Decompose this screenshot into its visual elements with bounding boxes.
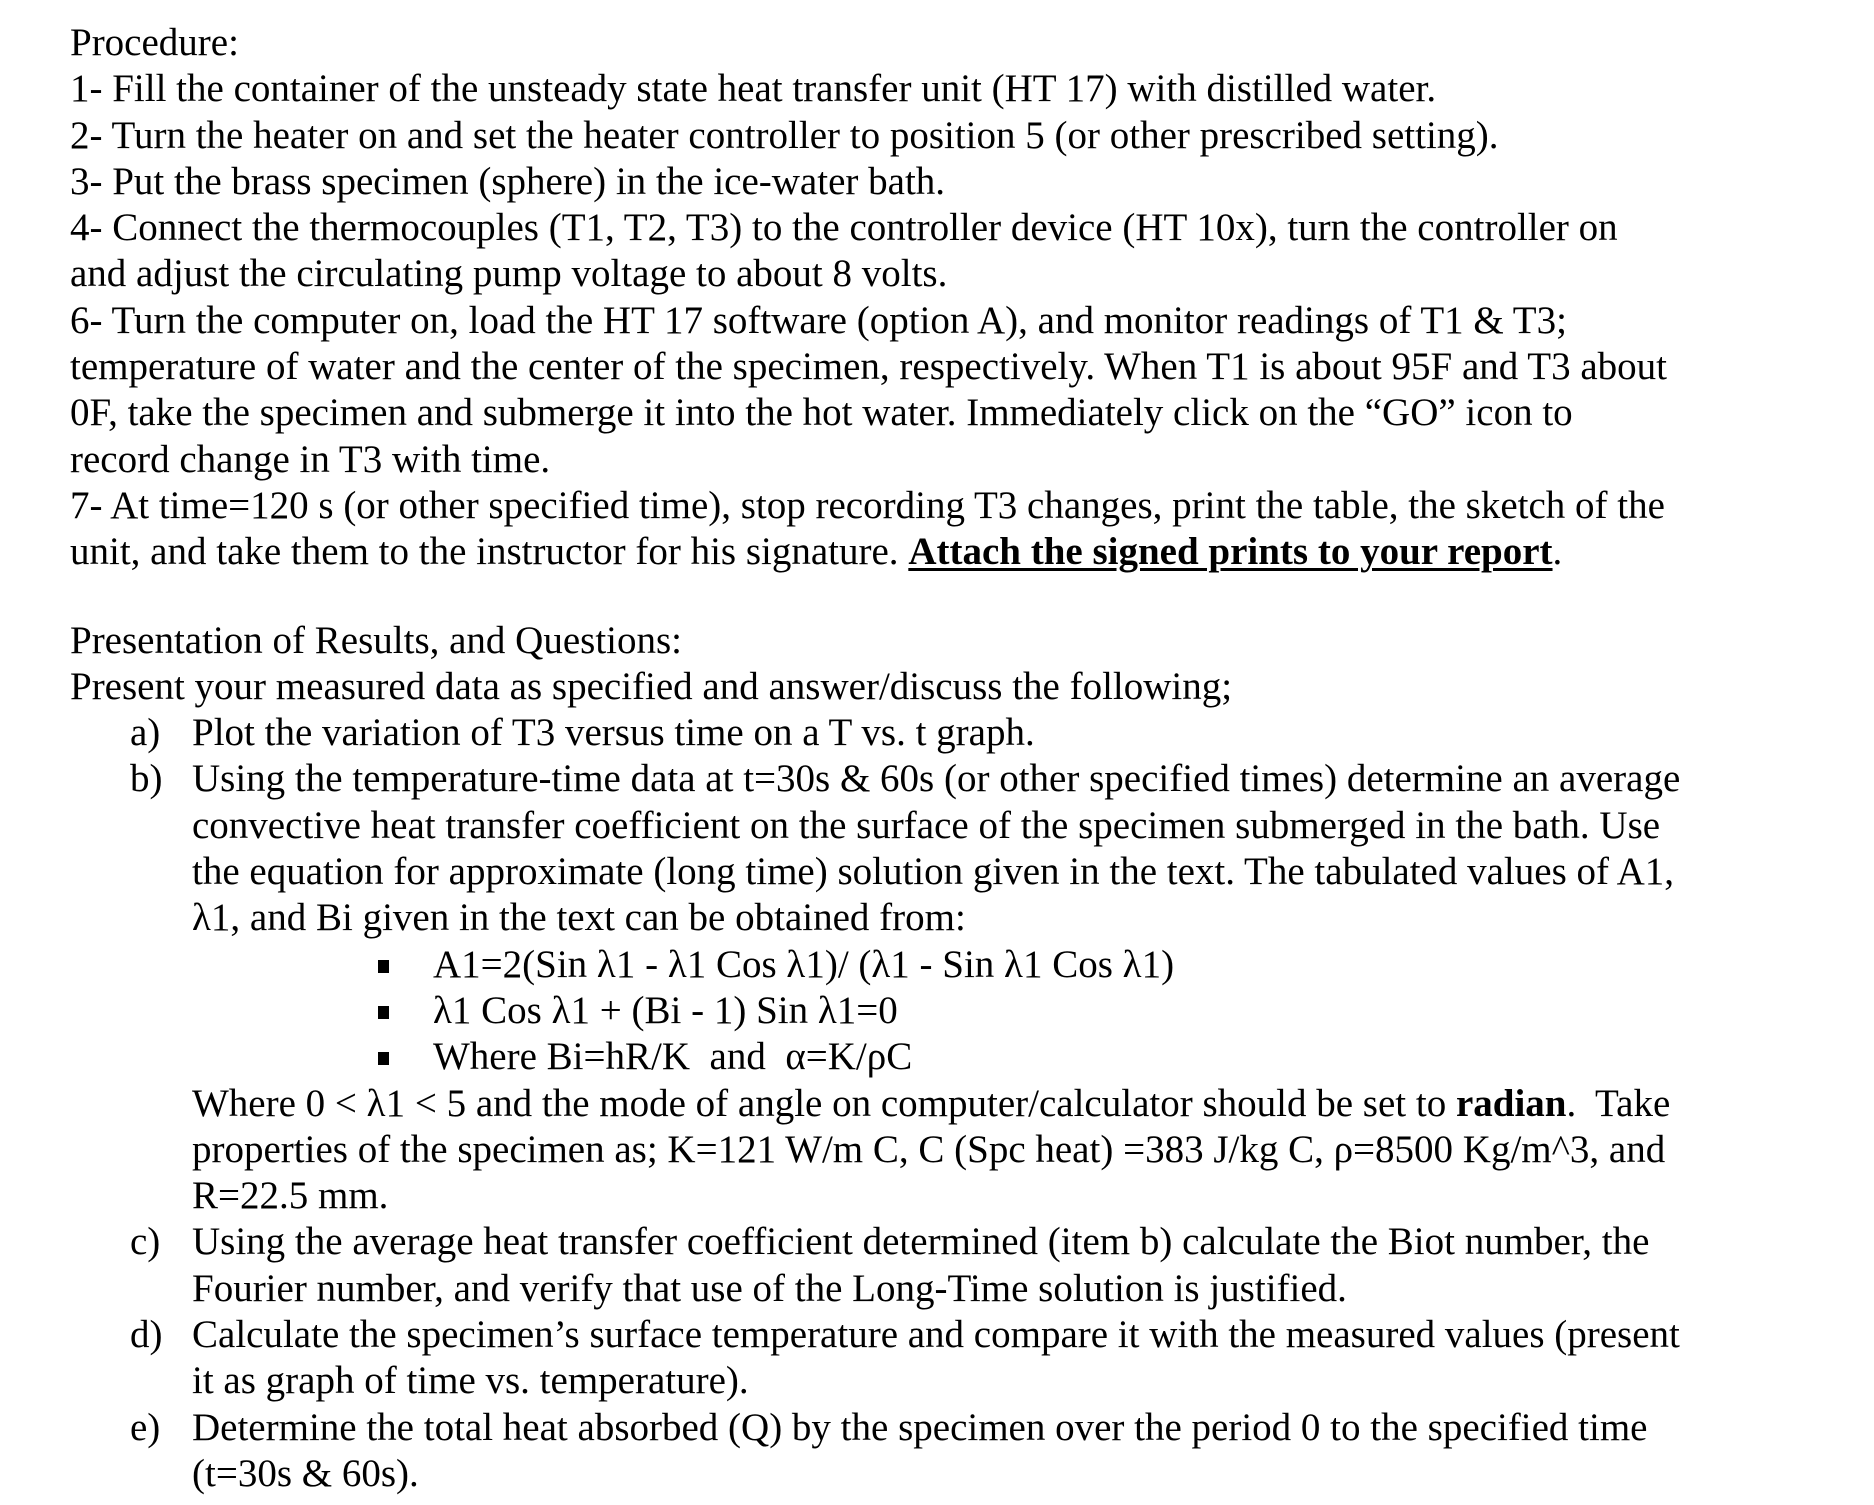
question-d (70, 1312, 1860, 1358)
procedure-step-4: 4- Connect the thermocouples (T1, T2, T3) to the controller device (HT 10x), turn the controller on (70, 206, 1618, 250)
question-c-text-1: Using the average heat transfer coefficient determined (item b) calculate the Biot number, the (192, 1220, 1650, 1264)
note-text-post: . Take (1566, 1081, 1671, 1125)
question-c-marker: c) (130, 1220, 161, 1264)
procedure-step-2: 2- Turn the heater on and set the heater controller to position 5 (or other prescribed setting). (70, 113, 1499, 157)
formula-biot: Where Bi=hR/K and α=K/ρC (433, 1035, 913, 1079)
question-a-marker: a) (130, 711, 161, 755)
procedure-step-7-text: unit, and take them to the instructor for his signature. (70, 530, 909, 574)
results-heading: Presentation of Results, and Questions: (70, 618, 683, 662)
procedure-step-6: 6- Turn the computer on, load the HT 17 software (option A), and monitor readings of T1 & T3; (70, 298, 1567, 342)
question-b (70, 756, 1860, 802)
procedure-step-3: 3- Put the brass specimen (sphere) in the ice-water bath. (70, 159, 946, 203)
results-intro: Present your measured data as specified and answer/discuss the following; (70, 664, 1233, 708)
document-page (70, 20, 1860, 1497)
question-e (70, 1405, 1860, 1451)
procedure-step-1: 1- Fill the container of the unsteady state heat transfer unit (HT 17) with distilled water. (70, 67, 1437, 111)
question-e-text-2: (t=30s & 60s). (192, 1451, 419, 1495)
question-d-text-1: Calculate the specimen’s surface temperature and compare it with the measured values (present (192, 1313, 1680, 1357)
question-b-note-3: R=22.5 mm. (192, 1174, 389, 1218)
procedure-step-7-cont (70, 529, 1860, 575)
question-c (70, 1219, 1860, 1265)
radian-emphasis: radian (1455, 1081, 1567, 1125)
question-b-note-2: properties of the specimen as; K=121 W/m C, C (Spc heat) =383 J/kg C, ρ=8500 Kg/m^3, and (192, 1127, 1666, 1171)
question-b-marker: b) (130, 757, 163, 801)
formula-bullet-2 (70, 988, 1860, 1034)
square-bullet-icon (378, 1006, 389, 1019)
question-c-text-2: Fourier number, and verify that use of the Long-Time solution is justified. (192, 1266, 1347, 1310)
question-e-marker: e) (130, 1405, 161, 1449)
formula-eigen: λ1 Cos λ1 + (Bi - 1) Sin λ1=0 (433, 988, 898, 1032)
square-bullet-icon (378, 1052, 389, 1065)
procedure-step-6-cont-3: record change in T3 with time. (70, 437, 551, 481)
question-e-text-1: Determine the total heat absorbed (Q) by the specimen over the period 0 to the specified time (192, 1405, 1648, 1449)
attach-prints-emphasis: Attach the signed prints to your report (908, 530, 1553, 574)
procedure-step-6-cont-1: temperature of water and the center of the specimen, respectively. When T1 is about 95F and T3 about (70, 345, 1668, 389)
question-a-text: Plot the variation of T3 versus time on a T vs. t graph. (192, 711, 1035, 755)
question-b-text-1: Using the temperature-time data at t=30s & 60s (or other specified times) determine an average (192, 757, 1681, 801)
procedure-heading: Procedure: (70, 21, 239, 64)
question-b-text-3: the equation for approximate (long time) solution given in the text. The tabulated values of A1, (192, 850, 1674, 894)
question-d-marker: d) (130, 1313, 163, 1357)
formula-a1: A1=2(Sin λ1 - λ1 Cos λ1)/ (λ1 - Sin λ1 Cos λ1) (433, 942, 1175, 986)
procedure-step-7: 7- At time=120 s (or other specified time), stop recording T3 changes, print the table, the sketch of the (70, 483, 1665, 527)
procedure-step-7-period: . (1552, 530, 1563, 574)
procedure-step-4-cont: and adjust the circulating pump voltage to about 8 volts. (70, 252, 948, 296)
question-b-text-2: convective heat transfer coefficient on the surface of the specimen submerged in the bath. Use (192, 803, 1661, 847)
question-a (70, 710, 1860, 756)
question-d-text-2: it as graph of time vs. temperature). (192, 1359, 749, 1403)
section-gap (70, 576, 1860, 618)
question-b-text-4: λ1, and Bi given in the text can be obtained from: (192, 896, 966, 940)
formula-bullet-3 (70, 1034, 1860, 1080)
question-b-note-1 (70, 1081, 1860, 1127)
procedure-step-6-cont-2: 0F, take the specimen and submerge it into the hot water. Immediately click on the “GO” icon to (70, 391, 1573, 435)
formula-bullet-1 (70, 942, 1860, 988)
square-bullet-icon (378, 960, 389, 973)
note-text-pre: Where 0 < λ1 < 5 and the mode of angle on computer/calculator should be set to (192, 1081, 1456, 1125)
